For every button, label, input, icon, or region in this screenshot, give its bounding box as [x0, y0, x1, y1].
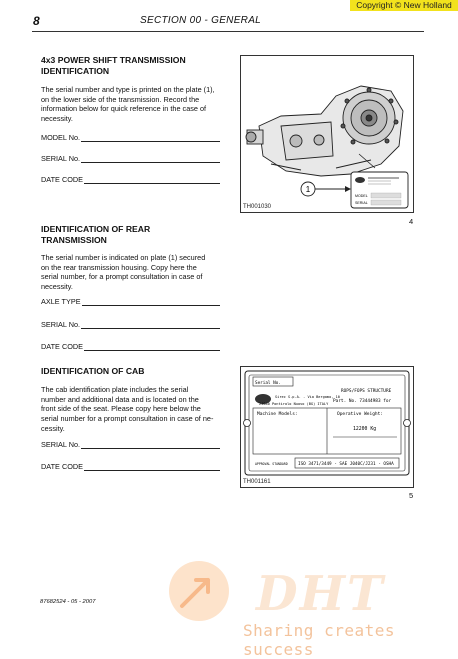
document-code: 87682524 - 05 - 2007: [40, 599, 96, 605]
svg-text:SERIAL: SERIAL: [355, 201, 368, 205]
figure-number: 5: [409, 491, 414, 500]
svg-text:Operative Weight:: Operative Weight:: [337, 412, 384, 417]
model-no-field[interactable]: MODEL No.: [41, 133, 220, 142]
watermark-circle-icon: [168, 560, 230, 622]
date-code-field[interactable]: DATE CODE: [41, 175, 220, 184]
section-power-shift: [41, 55, 221, 124]
figure-code: TH001161: [243, 479, 271, 485]
svg-text:APPROVAL STANDARD: APPROVAL STANDARD: [255, 462, 288, 466]
serial-no-field[interactable]: SERIAL No.: [41, 320, 220, 329]
svg-text:Sirec S.p.A. - Via Bergamo, 10: Sirec S.p.A. - Via Bergamo, 10: [275, 395, 340, 399]
mounting-hole-icon: [244, 420, 251, 427]
section-paragraph: The serial number and type is printed on the plate (1), on the lower side of the transmission. Record the information below for quick reference in the case of necessity.: [41, 85, 215, 124]
cab-plate-drawing: [241, 367, 413, 487]
write-line[interactable]: [81, 441, 220, 449]
write-line[interactable]: [81, 155, 220, 163]
axle-type-field[interactable]: AXLE TYPE: [41, 297, 220, 306]
svg-text:Machine Models:: Machine Models:: [257, 412, 298, 417]
write-line[interactable]: [84, 463, 220, 471]
copyright-banner: Copyright © New Holland: [350, 0, 458, 11]
header-divider: [32, 31, 424, 32]
figure-number: 4: [409, 217, 414, 226]
transmission-drawing: [241, 56, 413, 212]
date-code-field[interactable]: DATE CODE: [41, 342, 220, 351]
section-rear-transmission: [41, 224, 221, 292]
write-line[interactable]: [84, 343, 220, 351]
section-heading: IDENTIFICATION OF CAB: [41, 366, 145, 376]
watermark-logo: DHT: [256, 566, 385, 622]
svg-text:ROPS/FOPS STRUCTURE: ROPS/FOPS STRUCTURE: [341, 389, 392, 394]
transmission-id-plate: [351, 172, 408, 208]
svg-text:24040 Pontirolo Nuovo (BG) ITA: 24040 Pontirolo Nuovo (BG) ITALY: [259, 402, 329, 406]
section-paragraph: The cab identification plate includes the serial number and additional data and is located on the front side of the seat. Please copy here below the serial number for a prompt consultation in case of ne- cessity.: [41, 385, 214, 433]
figure-transmission: [240, 55, 414, 213]
serial-no-field[interactable]: SERIAL No.: [41, 154, 220, 163]
figure-cab-plate: [240, 366, 414, 488]
section-heading: 4x3 POWER SHIFT TRANSMISSION IDENTIFICATION: [41, 55, 186, 76]
serial-no-field[interactable]: SERIAL No.: [41, 440, 220, 449]
write-line[interactable]: [81, 134, 220, 142]
section-paragraph: The serial number is indicated on plate (1) secured on the rear transmission housing. Copy here the serial number, for a prompt consultation in case of necessity.: [41, 253, 206, 292]
mounting-hole-icon: [404, 420, 411, 427]
date-code-field[interactable]: DATE CODE: [41, 462, 220, 471]
write-line[interactable]: [84, 176, 220, 184]
svg-text:12200 Kg: 12200 Kg: [353, 427, 377, 432]
callout-number: 1: [305, 185, 311, 194]
section-cab: [41, 366, 221, 434]
section-heading: IDENTIFICATION OF REAR TRANSMISSION: [41, 224, 151, 245]
svg-text:Part. No. 73444983 for: Part. No. 73444983 for: [333, 399, 392, 404]
figure-code: TH001030: [243, 204, 272, 210]
page-number: 8: [33, 14, 40, 28]
watermark-tagline: Sharing creates success: [243, 621, 395, 659]
svg-text:MODEL: MODEL: [355, 194, 368, 198]
write-line[interactable]: [81, 321, 220, 329]
section-title: SECTION 00 - GENERAL: [140, 15, 262, 26]
svg-text:Serial No.: Serial No.: [255, 381, 281, 386]
write-line[interactable]: [82, 298, 220, 306]
svg-text:ISO 3471/3449 - SAE J040C/J231: ISO 3471/3449 - SAE J040C/J231 - OSHA: [298, 462, 394, 467]
